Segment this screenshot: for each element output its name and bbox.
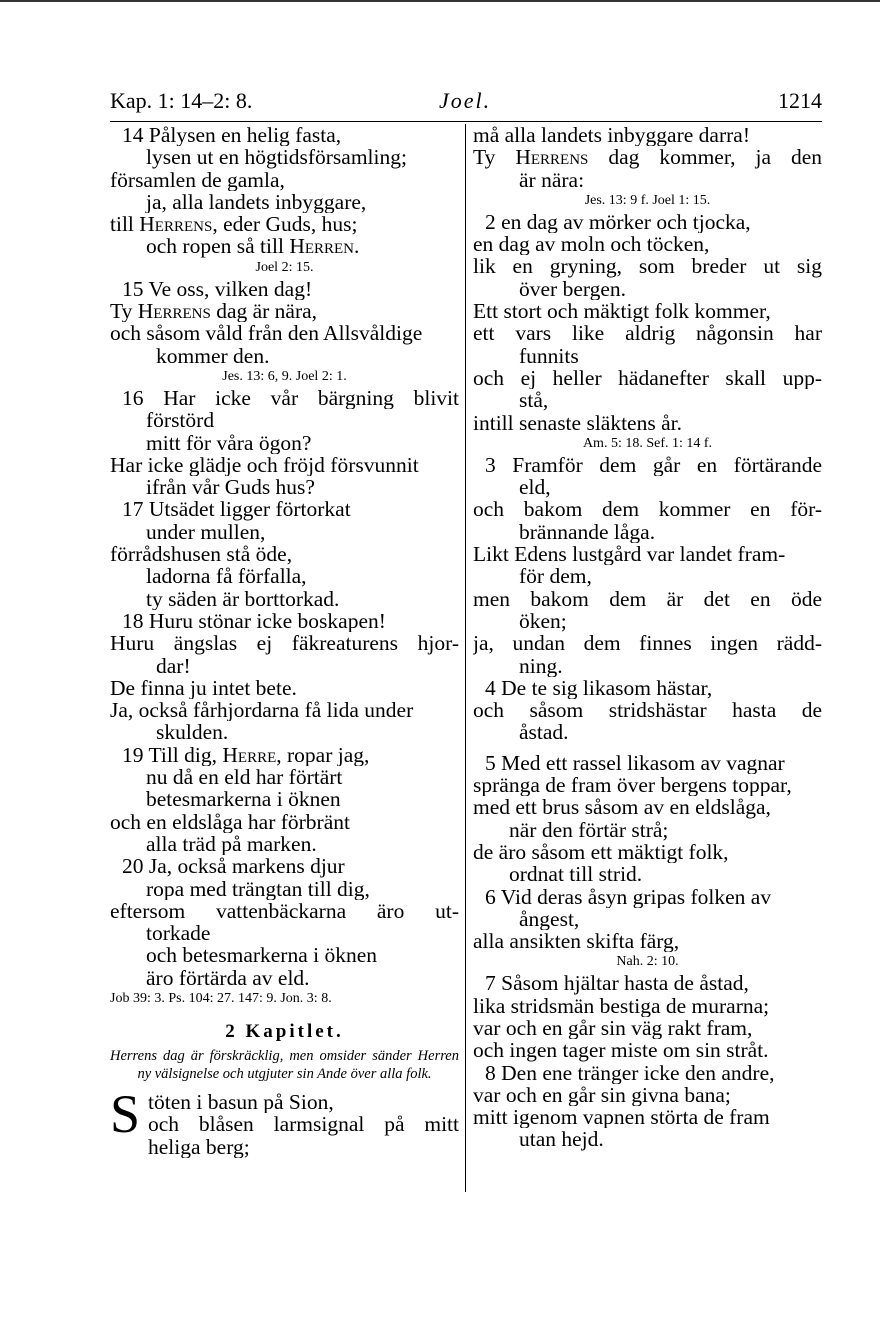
verse-line: brännande låga. (519, 520, 656, 544)
verse-line: och såsom stridshästar hasta de (473, 699, 822, 722)
verse-line: ty säden är borttorkad. (146, 587, 340, 610)
verse-line: utan hejd. (519, 1128, 604, 1151)
verse-line: Ty Herrens dag kommer, ja den (473, 146, 822, 169)
verse-line: var och en går sin väg rakt fram, (473, 1016, 753, 1040)
verse-line: Ty Herrens dag är nära, (110, 300, 318, 323)
verse-line: 15 Ve oss, vilken dag! (122, 277, 313, 301)
verse-line: eftersom vattenbäckarna äro ut- (110, 899, 459, 923)
verse-line: åstad. (519, 721, 569, 744)
verse-line: och ingen tager miste om sin stråt. (473, 1039, 769, 1062)
verse-line: funnits (519, 344, 579, 367)
verse-line: lysen ut en högtidsförsamling; (146, 146, 407, 169)
verse-line: när den förtär strå; (509, 818, 669, 841)
verse-line: Har icke glädje och fröjd försvunnit (110, 453, 419, 477)
verse-line: ja, undan dem finnes ingen rädd- (473, 632, 822, 655)
verse-line: skulden. (156, 721, 229, 744)
verse-line: men bakom dem är det en öde (473, 587, 822, 610)
verse-line: lik en gryning, som breder ut sig (473, 255, 822, 278)
drop-cap: S (110, 1083, 141, 1144)
header-rule (110, 121, 822, 122)
verse-line: intill senaste släktens år. (473, 411, 682, 434)
verse-line: och såsom våld från den Allsvåldige (110, 322, 423, 345)
verse-line: kommer den. (156, 344, 270, 367)
verse-line: och ej heller hädanefter skall upp- (473, 366, 822, 390)
verse-line: är nära: (519, 168, 585, 191)
verse-line: öken; (519, 609, 567, 633)
column-divider (465, 124, 466, 1192)
verse-line: och ropen så till Herren. (146, 235, 360, 258)
verse-line: 6 Vid deras åsyn gripas folken av (485, 885, 772, 908)
verse-line: ifrån vår Guds hus? (146, 476, 315, 499)
verse-line: under mullen, (146, 520, 266, 544)
chapter-opening (110, 1083, 459, 1158)
cross-reference: Joel 2: 15. (255, 259, 314, 275)
verse-line: förstörd (146, 409, 215, 432)
verse-line: 3 Framför dem går en förtärande (485, 453, 822, 477)
chapter-reference: Kap. 1: 14–2: 8. (110, 88, 253, 113)
verse-line: töten i basun på Sion, (148, 1090, 334, 1114)
verse-line: 2 en dag av mörker och tjocka, (485, 210, 751, 234)
verse-line: De finna ju intet bete. (110, 676, 297, 700)
verse-line: med ett brus såsom av en eldslåga, (473, 796, 771, 819)
verse-line: 17 Utsädet ligger förtorkat (122, 498, 351, 521)
verse-line: alla träd på marken. (146, 832, 317, 856)
right-column (473, 124, 822, 1151)
verse-line: eld, (519, 476, 551, 499)
verse-line: en dag av moln och töcken, (473, 233, 710, 256)
verse-line: och blåsen larmsignal på mitt (148, 1113, 459, 1136)
verse-line: må alla landets inbyggare darra! (473, 124, 750, 147)
verse-line: ropa med trängtan till dig, (146, 877, 370, 900)
verse-line: spränga de fram över bergens toppar, (473, 774, 792, 797)
verse-line: till Herrens, eder Guds, hus; (110, 213, 358, 236)
cross-reference: Jes. 13: 9 f. Joel 1: 15. (584, 192, 711, 208)
cross-reference: Job 39: 3. Ps. 104: 27. 147: 9. Jon. 3: 8. (110, 990, 332, 1006)
verse-line: mitt för våra ögon? (146, 431, 312, 454)
verse-line: 8 Den ene tränger icke den andre, (485, 1061, 775, 1084)
verse-line: församlen de gamla, (110, 168, 285, 191)
verse-line: 19 Till dig, Herre, ropar jag, (122, 743, 370, 767)
verse-line: ladorna få förfalla, (146, 565, 307, 588)
verse-line: dar! (156, 654, 191, 677)
verse-line: 14 Pålysen en helig fasta, (122, 124, 342, 147)
verse-line: Huru ängslas ej fäkreaturens hjor- (110, 632, 459, 655)
verse-line: ning. (519, 654, 563, 677)
verse-line: förrådshusen stå öde, (110, 543, 293, 566)
verse-line: mitt igenom vapnen störta de fram (473, 1106, 770, 1129)
verse-line: och bakom dem kommer en för- (473, 498, 822, 521)
verse-line: 18 Huru stönar icke boskapen! (122, 609, 386, 633)
chapter-heading: 2 Kapitlet. (225, 1020, 344, 1042)
verse-line: ja, alla landets inbyggare, (146, 190, 367, 214)
verse-line: för dem, (519, 565, 592, 588)
verse-line: heliga berg; (148, 1135, 250, 1158)
verse-line: 16 Har icke vår bärgning blivit (122, 386, 459, 410)
verse-line: alla ansikten skifta färg, (473, 930, 680, 953)
chapter-summary: Herrens dag är förskräcklig, men omsider sänder Herren ny välsignelse och utgjuter sin Ande över alla folk. (110, 1047, 459, 1082)
verse-line: ordnat till strid. (509, 863, 643, 886)
verse-line: 5 Med ett rassel likasom av vagnar (485, 751, 785, 775)
verse-line: nu då en eld har förtärt (146, 766, 343, 789)
page-number: 1214 (778, 88, 822, 113)
verse-line: Ja, också fårhjordarna få lida under (110, 699, 414, 722)
verse-line: 7 Såsom hjältar hasta de åstad, (485, 972, 749, 995)
verse-line: 4 De te sig likasom hästar, (485, 676, 713, 700)
verse-line: Ett stort och mäktigt folk kommer, (473, 300, 771, 323)
cross-reference: Jes. 13: 6, 9. Joel 2: 1. (222, 368, 347, 384)
book-title: Joel. (439, 88, 492, 113)
verse-line: 20 Ja, också markens djur (122, 855, 345, 878)
verse-line: över bergen. (519, 277, 627, 301)
verse-line: Likt Edens lustgård var landet fram- (473, 543, 786, 566)
verse-line: torkade (146, 922, 211, 945)
page-top-edge (0, 0, 880, 2)
verse-line: äro förtärda av eld. (146, 966, 310, 989)
verse-line: ångest, (519, 907, 580, 931)
verse-line: de äro såsom ett mäktigt folk, (473, 840, 729, 864)
verse-line: lika stridsmän bestiga de murarna; (473, 994, 770, 1017)
verse-line: stå, (519, 389, 549, 412)
verse-line: och en eldslåga har förbränt (110, 810, 350, 833)
verse-line: ett vars like aldrig någonsin har (473, 322, 822, 345)
cross-reference: Am. 5: 18. Sef. 1: 14 f. (582, 435, 713, 451)
verse-line: betesmarkerna i öknen (146, 788, 341, 811)
verse-line: och betesmarkerna i öknen (146, 944, 378, 967)
verse-line: var och en går sin givna bana; (473, 1083, 731, 1107)
left-column (110, 124, 459, 1158)
cross-reference: Nah. 2: 10. (616, 954, 679, 970)
